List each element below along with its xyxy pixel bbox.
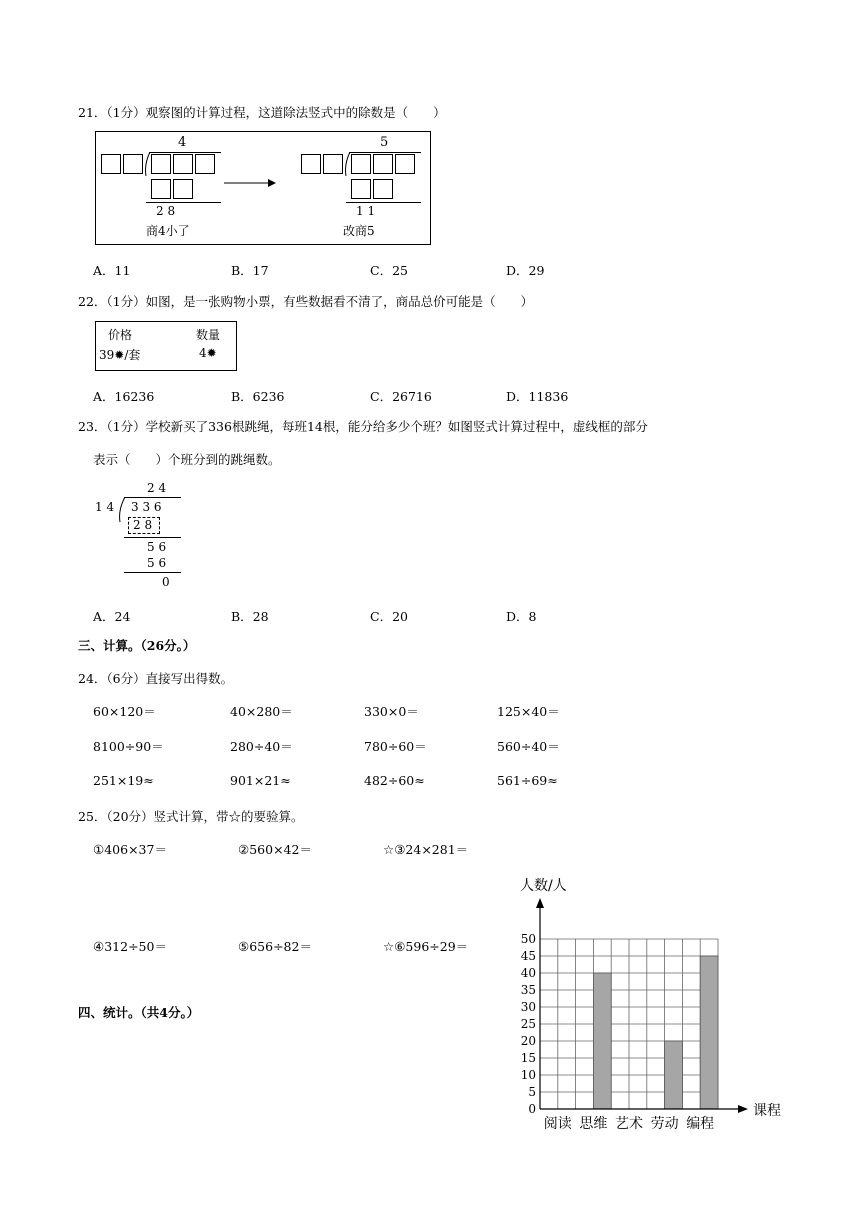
- q23-dashed-box: 2 8: [128, 517, 160, 534]
- q25-item: ①406×37＝: [93, 842, 167, 857]
- q24-item: 482÷60≈: [364, 773, 425, 788]
- receipt-qty-header: 数量: [196, 328, 221, 342]
- section-3-heading: 三、计算。（26分。）: [78, 638, 196, 653]
- bar-思维: [593, 973, 611, 1109]
- bar-编程: [700, 956, 718, 1109]
- q24-item: 330×0＝: [364, 704, 419, 719]
- x-category-label: 思维: [579, 1116, 608, 1132]
- q25-item: ☆⑥596÷29＝: [383, 939, 469, 954]
- x-category-label: 艺术: [615, 1116, 643, 1132]
- y-tick-label: 0: [528, 1102, 536, 1116]
- y-tick-label: 10: [520, 1068, 536, 1082]
- y-tick-label: 15: [520, 1051, 536, 1065]
- q23-option-d[interactable]: D．8: [506, 609, 537, 624]
- q21-right-caption: 改商5: [343, 224, 375, 238]
- q21-figure: [95, 131, 431, 245]
- section-4-heading: 四、统计。（共4分。）: [78, 1005, 200, 1020]
- q21-left-quotient: 4: [178, 135, 187, 150]
- q24-item: 560÷40＝: [497, 739, 560, 754]
- q21-left-caption: 商4小了: [146, 224, 190, 238]
- q21-option-d[interactable]: D．29: [506, 263, 545, 278]
- q23-stem-line1: 23．（1分）学校新买了336根跳绳，每班14根，能分给多少个班？如图竖式计算过程中，虚线框的部分: [78, 419, 648, 434]
- q24-item: 40×280＝: [230, 704, 293, 719]
- q23-option-b[interactable]: B．28: [231, 609, 269, 624]
- q23-step3: 5 6: [147, 556, 167, 570]
- q25-item: ④312÷50＝: [93, 939, 167, 954]
- q21-left-remainder: 2 8: [156, 204, 176, 218]
- q23-bracket: [117, 497, 127, 523]
- q21-right-remainder: 1 1: [356, 204, 376, 218]
- q24-item: 8100÷90＝: [93, 739, 164, 754]
- q24-stem: 24．（6分）直接写出得数。: [78, 671, 234, 686]
- q21-right-quotient: 5: [380, 135, 389, 150]
- receipt: [95, 321, 237, 371]
- y-tick-label: 5: [528, 1085, 536, 1099]
- q22-option-b[interactable]: B．6236: [231, 389, 285, 404]
- q23-divisor: 1 4: [95, 500, 115, 514]
- q24-item: 251×19≈: [93, 773, 154, 788]
- y-tick-label: 25: [520, 1017, 536, 1031]
- q22-stem: 22．（1分）如图，是一张购物小票，有些数据看不清了，商品总价可能是（ ）: [78, 294, 534, 309]
- x-axis-label: 课程: [753, 1103, 781, 1119]
- q21-option-b[interactable]: B．17: [231, 263, 269, 278]
- q23-quotient: 2 4: [147, 481, 167, 495]
- q24-item: 60×120＝: [93, 704, 156, 719]
- y-axis-label: 人数/人: [520, 878, 567, 894]
- q23-option-a[interactable]: A．24: [93, 609, 131, 624]
- y-axis-arrow-icon: [536, 898, 544, 908]
- y-tick-label: 20: [520, 1034, 536, 1048]
- q23-dividend: 3 3 6: [131, 500, 162, 514]
- q21-option-a[interactable]: A．11: [93, 263, 131, 278]
- y-tick-label: 30: [520, 1000, 536, 1014]
- x-axis-arrow-icon: [738, 1105, 748, 1113]
- q23-option-c[interactable]: C．20: [370, 609, 408, 624]
- q24-item: 780÷60＝: [364, 739, 427, 754]
- q21-option-c[interactable]: C．25: [370, 263, 408, 278]
- receipt-price: 39✹/套: [99, 348, 141, 362]
- y-tick-label: 50: [520, 932, 536, 946]
- q23-stem-line2: 表示（ ）个班分到的跳绳数。: [93, 452, 281, 467]
- bar-劳动: [665, 1041, 683, 1109]
- q21-stem: 21．（1分）观察图的计算过程，这道除法竖式中的除数是（ ）: [78, 105, 446, 120]
- receipt-price-header: 价格: [108, 328, 133, 342]
- x-category-label: 劳动: [650, 1116, 679, 1132]
- q25-item: ☆③24×281＝: [383, 842, 469, 857]
- x-category-label: 阅读: [543, 1116, 572, 1132]
- q22-option-c[interactable]: C．26716: [370, 389, 432, 404]
- x-category-label: 编程: [686, 1116, 715, 1132]
- y-tick-label: 45: [520, 949, 536, 963]
- q24-item: 561÷69≈: [497, 773, 558, 788]
- q25-stem: 25．（20分）竖式计算，带☆的要验算。: [78, 809, 304, 824]
- course-bar-chart: [500, 870, 800, 1140]
- q23-step2: 5 6: [147, 540, 167, 554]
- arrow-right-icon: [224, 178, 278, 188]
- q24-item: 901×21≈: [230, 773, 291, 788]
- q22-option-d[interactable]: D．11836: [506, 389, 569, 404]
- q25-item: ⑤656÷82＝: [238, 939, 312, 954]
- q23-final: 0: [162, 575, 170, 589]
- y-tick-label: 35: [520, 983, 536, 997]
- y-tick-label: 40: [520, 966, 536, 980]
- q25-item: ②560×42＝: [238, 842, 312, 857]
- q22-option-a[interactable]: A．16236: [93, 389, 155, 404]
- q24-item: 125×40＝: [497, 704, 560, 719]
- receipt-qty: 4✹: [199, 346, 217, 360]
- q24-item: 280÷40＝: [230, 739, 293, 754]
